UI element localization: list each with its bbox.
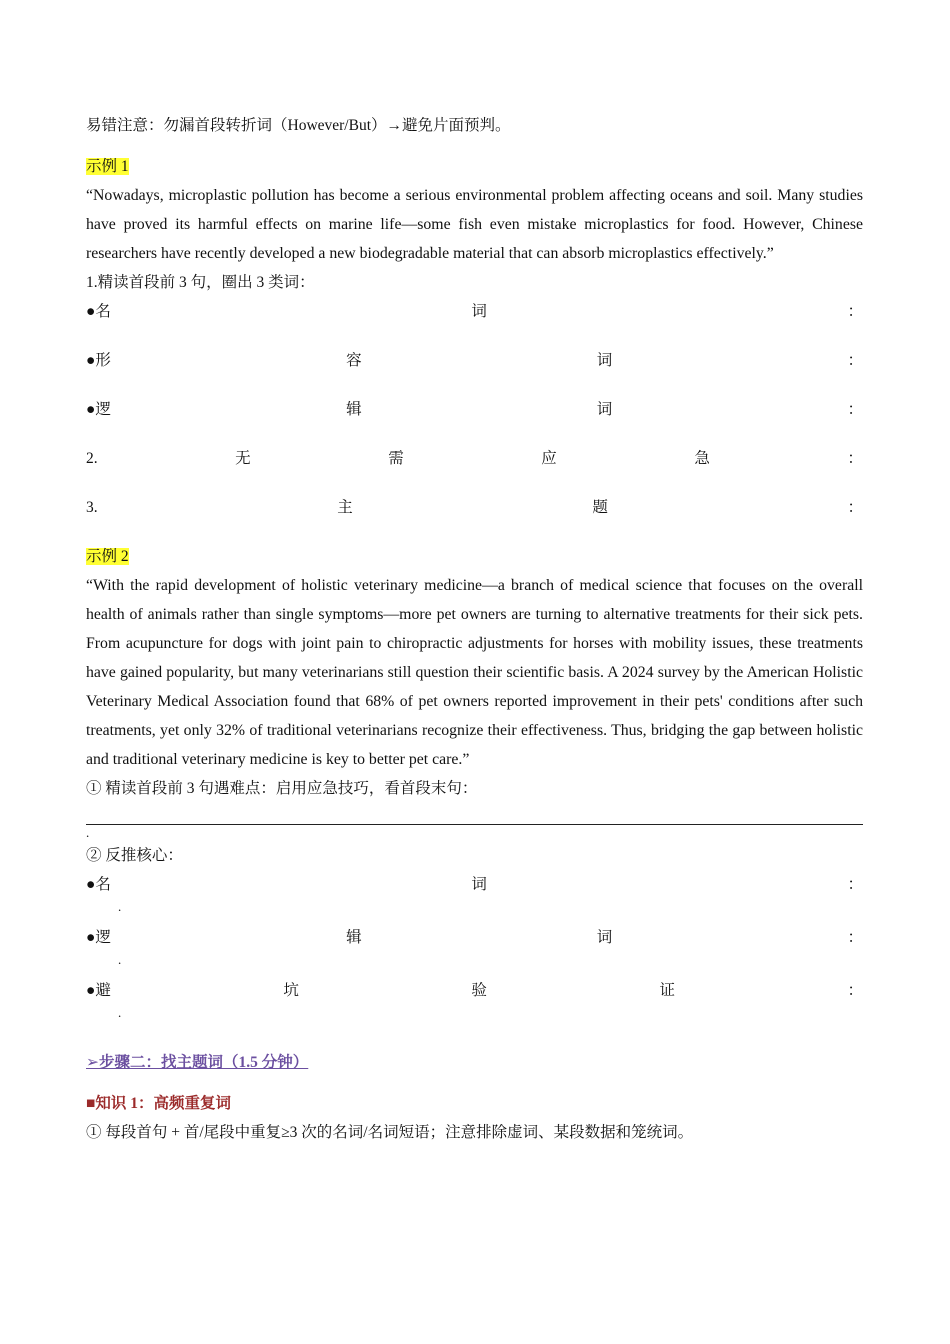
example1-instruction: 1.精读首段前 3 句，圈出 3 类词： [86, 274, 315, 291]
example1-row-logic: ●逻 辑 词 ： [86, 401, 863, 418]
step2-heading: ➢步骤二：找主题词（1.5 分钟） [86, 1054, 309, 1071]
document-content [86, 111, 863, 1147]
example1-row-theme: 3. 主 题 ： [86, 499, 863, 516]
knowledge1-heading: ■知识 1：高频重复词 [86, 1095, 232, 1112]
example2-tag: 示例 2 [86, 548, 129, 565]
example1-row-adjective: ●形 容 词 ： [86, 352, 863, 369]
example2-question2: ② 反推核心： [86, 847, 183, 864]
example2-question1: ① 精读首段前 3 句遇难点：启用应急技巧，看首段末句： [86, 780, 478, 797]
square-bullet-icon: ■ [86, 1095, 96, 1112]
example1-tag: 示例 1 [86, 158, 129, 175]
knowledge1-text: ① 每段首句 + 首/尾段中重复≥3 次的名词/名词短语；注意排除虚词、某段数据和笼统词。 [86, 1124, 694, 1141]
error-note: 易错注意：勿漏首段转折词（However/But）→避免片面预判。 [86, 117, 511, 134]
example1-passage: “Nowadays, microplastic pollution has become a serious environmental problem affecting oceans and soil. Many studies have proved its harmful effects on marine life—some fish even mistake microplastics for food. However, Chinese researchers have recently developed a new biodegradable material that can absorb microplastics effectively.” [86, 187, 863, 262]
example2-row-noun: ●名 词 ： [86, 876, 863, 893]
example2-passage: “With the rapid development of holistic veterinary medicine—a branch of medical science that focuses on the overall health of animals rather than single symptoms—more pet owners are turning to alternative treatments for their sick pets. From acupuncture for dogs with joint pain to chiropractic adjustments for horses with mobility issues, these treatments have gained popularity, but many veterinarians still question their scientific basis. A 2024 survey by the American Holistic Veterinary Medical Association found that 68% of pet owners reported improvement in their pets' conditions after such treatments, yet only 32% of traditional veterinarians recognize their effectiveness. Thus, bridging the gap between holistic and traditional veterinary medicine is key to better pet care.” [86, 577, 863, 768]
example2-row-verify-end: . [118, 1005, 122, 1020]
example2-row-noun-end: . [118, 899, 122, 914]
example2-row-verify: ●避 坑 验 证 ： [86, 982, 863, 999]
example1-row-no-emergency: 2. 无 需 应 急 ： [86, 450, 863, 467]
answer-line-end: . [86, 825, 90, 840]
arrow-icon: ➢ [86, 1054, 99, 1071]
example2-row-logic-end: . [118, 952, 122, 967]
example2-row-logic: ●逻 辑 词 ： [86, 929, 863, 946]
example1-row-noun: ●名 词 ： [86, 303, 863, 320]
